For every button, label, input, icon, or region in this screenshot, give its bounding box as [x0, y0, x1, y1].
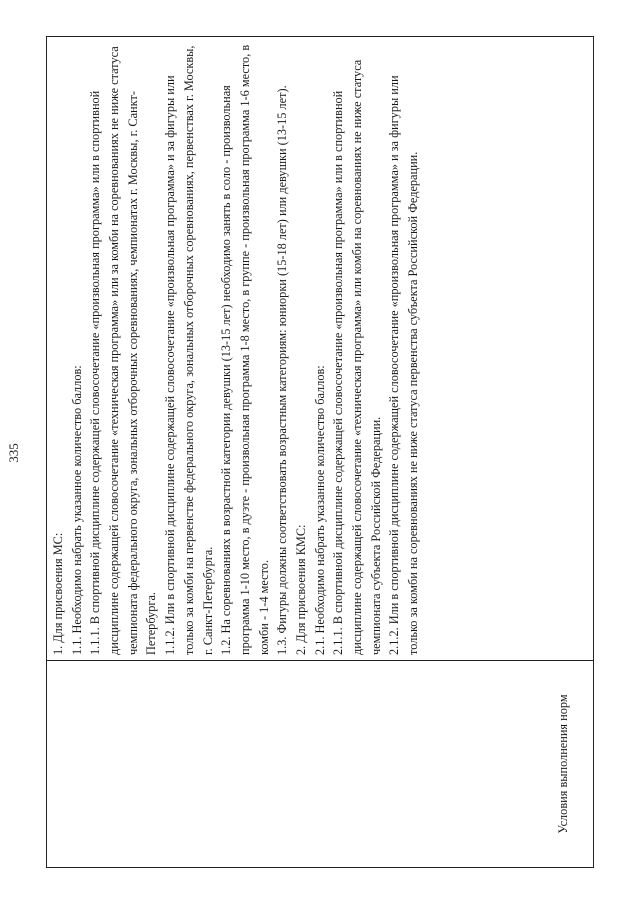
paragraph-1-2: 1.2. На соревнованиях в возрастной категории девушки (13-15 лет) необходимо занять в соло - произвольная программа 1-10 место, в дуэте - произвольная программа 1-8 место, в группе - произвольная программа 1-6 место, в комби - 1-4 место.	[219, 44, 271, 655]
paragraph-2-1-2: 2.1.2. Или в спортивной дисциплине содержащей словосочетание «произвольная программа» и за фигуры или только за комби на соревнованиях не ниже статуса первенства субъекта Российской Федерации.	[387, 75, 421, 655]
paragraph-2: 2. Для присвоения КМС:	[293, 524, 308, 655]
paragraph-1: 1. Для присвоения МС:	[51, 532, 65, 655]
paragraph-2-1: 2.1. Необходимо набрать указанное количество баллов:	[312, 365, 327, 655]
conditions-cell	[47, 37, 594, 661]
norms-table	[46, 36, 594, 868]
page-number: 335	[6, 443, 21, 463]
paragraph-1-1-1: 1.1.1. В спортивной дисциплине содержащей словосочетание «произвольная программа» или в спортивной дисциплине содержащей словосочетание «техническая программа» или за комби на соревнованиях не ниже статуса чемпионата федерального округа, зональных отборочных соревнованиях, чемпионатах г. Москвы, г. Санкт-Петербурга.	[88, 46, 159, 655]
paragraph-1-1: 1.1. Необходимо набрать указанное количество баллов:	[69, 365, 84, 655]
paragraph-2-1-1: 2.1.1. В спортивной дисциплине содержащей словосочетание «произвольная программа» или в спортивной дисциплине содержащей словосочетание «техническая программа» или комби на соревнованиях не ниже статуса чемпионата субъекта Российской Федерации.	[331, 59, 383, 655]
row-label: Условия выполнения норм	[556, 694, 571, 834]
row-label-cell	[47, 661, 594, 868]
table-row	[47, 37, 594, 868]
rotated-table-wrapper	[46, 36, 594, 868]
paragraph-1-1-2: 1.1.2. Или в спортивной дисциплине содержащей словосочетание «произвольная программа» и за фигуры или только за комби на первенстве федерального округа, зональных отборочных соревнованиях, первенствах г. Москвы, г. Санкт-Петербурга.	[163, 45, 215, 655]
paragraph-1-3: 1.3. Фигуры должны соответствовать возрастным категориям: юниорки (15-18 лет) или девушки (13-15 лет).	[275, 85, 290, 655]
